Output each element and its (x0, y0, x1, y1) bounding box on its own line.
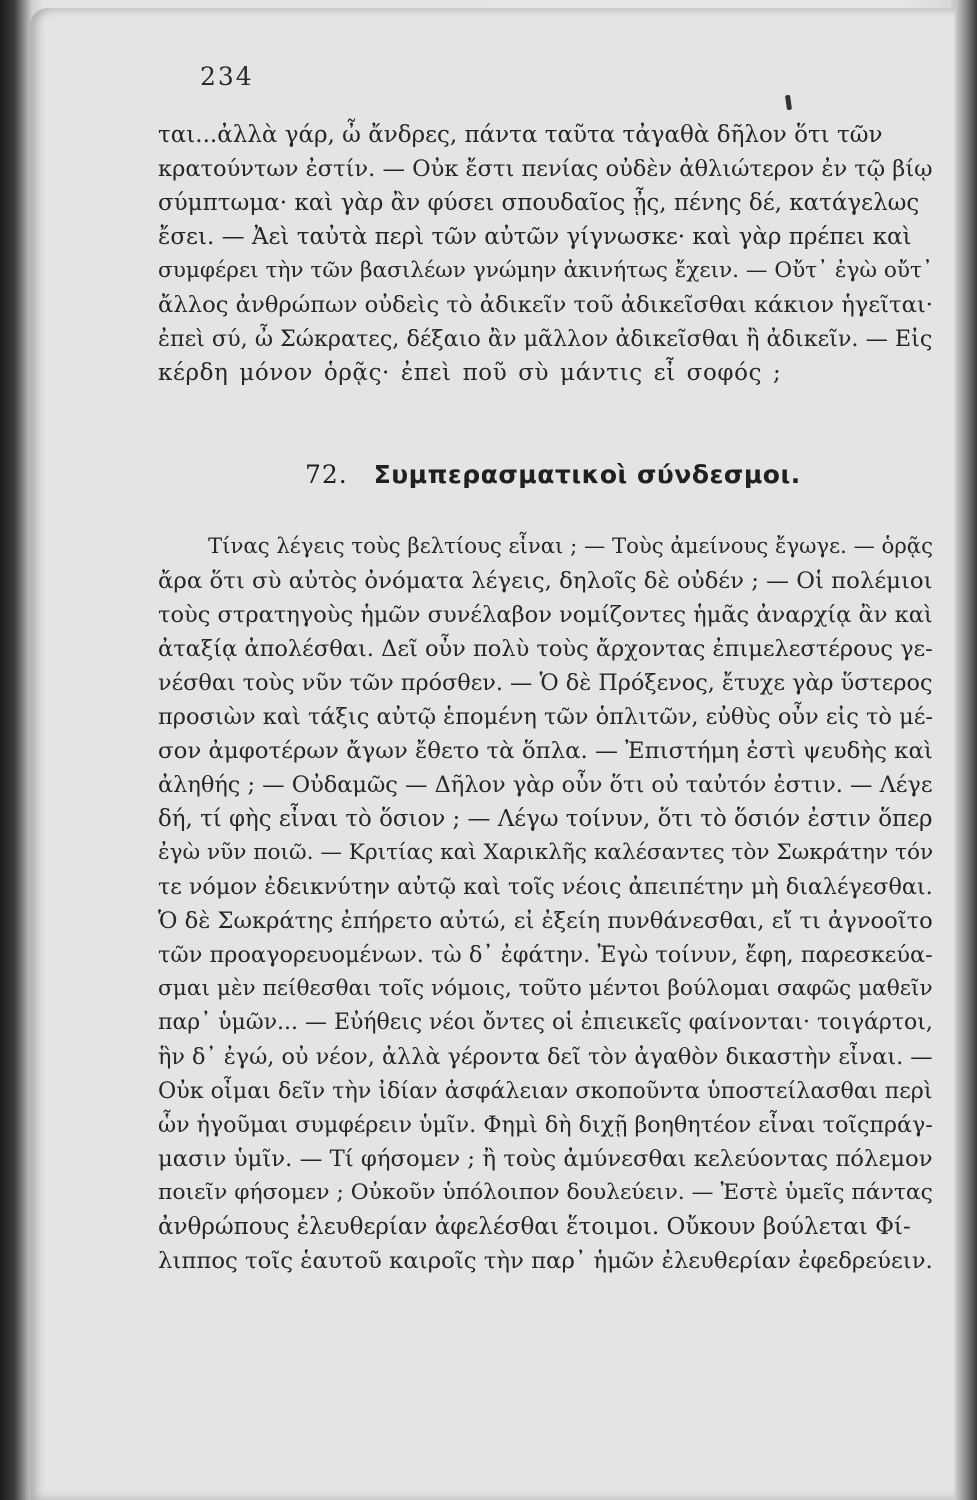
text-line: ἐγὼ νῦν ποιῶ. — Κριτίας καὶ Χαρικλῆς καλέσαντες τὸν Σωκράτην τόν (158, 840, 934, 865)
section-title: Συμπερασματικοὶ σύνδεσμοι. (373, 460, 801, 489)
text-line: τε νόμον ἐδεικνύτην αὐτῷ καὶ τοῖς νέοις ἀπειπέτην μὴ διαλέγεσθαι. (158, 874, 933, 900)
book-fore-edge (955, 0, 977, 1500)
text-line: ἣν δ᾽ ἐγώ, οὐ νέον, ἀλλὰ γέροντα δεῖ τὸν ἀγαθὸν δικαστὴν εἶναι. — (158, 1044, 933, 1070)
text-line: μασιν ὑμῖν. — Τί φήσομεν ; ἢ τοὺς ἀμύνεσθαι κελεύοντας πόλεμον (158, 1146, 933, 1172)
text-line: κρατούντων ἐστίν. — Οὐκ ἔστι πενίας οὐδὲν ἀθλιώτερον ἐν τῷ βίῳ (158, 156, 933, 182)
text-line: ἔσει. — Ἀεὶ ταὐτὰ περὶ τῶν αὐτῶν γίγνωσκε· καὶ γὰρ πρέπει καὶ (158, 224, 912, 250)
text-line: ὧν ἡγοῦμαι συμφέρειν ὑμῖν. Φημὶ δὴ διχῇ βοηθητέον εἶναι τοῖςπράγ- (158, 1112, 933, 1138)
paragraph-two (158, 530, 938, 1278)
text-line: τοὺς στρατηγοὺς ἡμῶν συνέλαβον νομίζοντες ἡμᾶς ἀναρχίᾳ ἂν καὶ (158, 602, 933, 628)
text-line: προσιὼν καὶ τάξις αὐτῷ ἑπομένη τῶν ὁπλιτῶν, εὐθὺς οὖν εἰς τὸ μέ- (158, 704, 933, 730)
section-heading (305, 460, 801, 489)
text-line: σμαι μὲν πείθεσθαι τοῖς νόμοις, τοῦτο μέντοι βούλομαι σαφῶς μαθεῖν (158, 976, 933, 1001)
text-line: κέρδη μόνον ὁρᾷς· ἐπεὶ ποῦ σὺ μάντις εἶ σοφός ; (158, 360, 782, 386)
text-line: παρ᾽ ὑμῶν... — Εὐήθεις νέοι ὄντες οἱ ἐπιεικεῖς φαίνονται· τοιγάρτοι, (158, 1010, 933, 1035)
text-line: ἀνθρώπους ἐλευθερίαν ἀφελέσθαι ἕτοιμοι. Οὔκουν βούλεται Φί- (158, 1214, 911, 1240)
section-number: 72. (305, 460, 348, 489)
text-line: Οὐκ οἶμαι δεῖν τὴν ἰδίαν ἀσφάλειαν σκοποῦντα ὑποστείλασθαι περὶ (158, 1078, 933, 1104)
text-line: ται...ἀλλὰ γάρ, ὦ ἄνδρες, πάντα ταῦτα τἀγαθὰ δῆλον ὅτι τῶν (158, 122, 883, 148)
text-line: δή, τί φὴς εἶναι τὸ ὅσιον ; — Λέγω τοίνυν, ὅτι τὸ ὅσιόν ἐστιν ὅπερ (158, 806, 933, 832)
text-line: συμφέρει τὴν τῶν βασιλέων γνώμην ἀκινήτως ἔχειν. — Οὔτ᾽ ἐγὼ οὔτ᾽ (158, 258, 933, 283)
text-line: ἀταξίᾳ ἀπολέσθαι. Δεῖ οὖν πολὺ τοὺς ἄρχοντας ἐπιμελεστέρους γε- (158, 636, 933, 662)
text-line: σύμπτωμα· καὶ γὰρ ἂν φύσει σπουδαῖος ᾖς, πένης δέ, κατάγελως (158, 190, 920, 216)
text-line: ἄλλος ἀνθρώπων οὐδεὶς τὸ ἀδικεῖν τοῦ ἀδικεῖσθαι κάκιον ἡγεῖται· (158, 292, 933, 318)
text-line: νέσθαι τοὺς νῦν τῶν πρόσθεν. — Ὁ δὲ Πρόξενος, ἔτυχε γὰρ ὕστερος (158, 670, 933, 696)
text-line: ποιεῖν φήσομεν ; Οὐκοῦν ὑπόλοιπον δουλεύειν. — Ἐστὲ ὑμεῖς πάντας (158, 1180, 933, 1205)
text-line: ἀληθής ; — Οὐδαμῶς — Δῆλον γὰρ οὖν ὅτι οὐ ταὐτόν ἐστιν. — Λέγε (158, 772, 933, 798)
text-line: Ὁ δὲ Σωκράτης ἐπήρετο αὐτώ, εἰ ἐξείη πυνθάνεσθαι, εἴ τι ἀγνοοῖτο (158, 908, 933, 934)
paragraph-one (158, 118, 938, 390)
text-line: ἐπεὶ σύ, ὦ Σώκρατες, δέξαιο ἂν μᾶλλον ἀδικεῖσθαι ἢ ἀδικεῖν. — Εἰς (158, 326, 933, 352)
text-line: Τίνας λέγεις τοὺς βελτίους εἶναι ; — Τοὺς ἀμείνους ἔγωγε. — ὁρᾷς (208, 534, 934, 559)
text-line: λιππος τοῖς ἑαυτοῦ καιροῖς τὴν παρ᾽ ἡμῶν ἐλευθερίαν ἐφεδρεύειν. (158, 1248, 933, 1274)
page-number: 234 (200, 62, 254, 91)
text-line: ἄρα ὅτι σὺ αὐτὸς ὀνόματα λέγεις, δηλοῖς δὲ οὐδέν ; — Οἱ πολέμιοι (158, 568, 933, 594)
text-line: σον ἀμφοτέρων ἄγων ἔθετο τὰ ὅπλα. — Ἐπιστήμη ἐστὶ ψευδὴς καὶ (158, 738, 933, 764)
text-line: τῶν προαγορευομένων. τὼ δ᾽ ἐφάτην. Ἐγὼ τοίνυν, ἔφη, παρεσκεύα- (158, 942, 933, 968)
